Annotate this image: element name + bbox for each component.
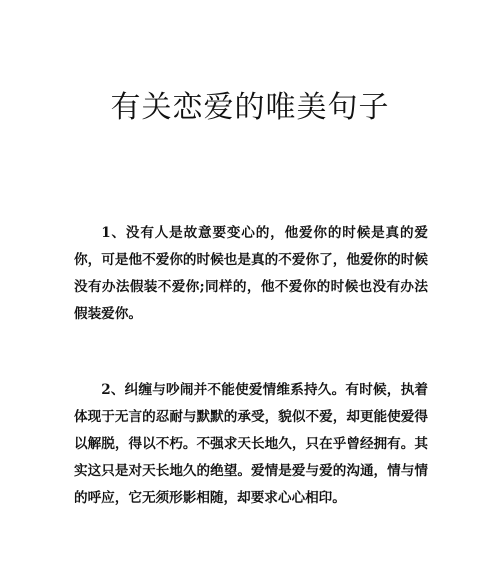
document-title: 有关恋爱的唯美句子 [110, 90, 390, 125]
paragraph-2: 2、纠缠与吵闹并不能使爱情维系持久。有时候，执着体现于无言的忍耐与默默的承受，貌似不爱，却更能使爱得以解脱，得以不朽。不强求天长地久，只在乎曾经拥有。其实这只是对天长地久的绝望。爱情是爱与爱的沟通，情与情的呼应，它无须形影相随，却要求心心相印。 [74, 382, 428, 506]
paragraph-1: 1、没有人是故意要变心的，他爱你的时候是真的爱你，可是他不爱你的时候也是真的不爱你了，他爱你的时候没有办法假装不爱你;同样的，他不爱你的时候也没有办法假装爱你。 [74, 225, 428, 322]
